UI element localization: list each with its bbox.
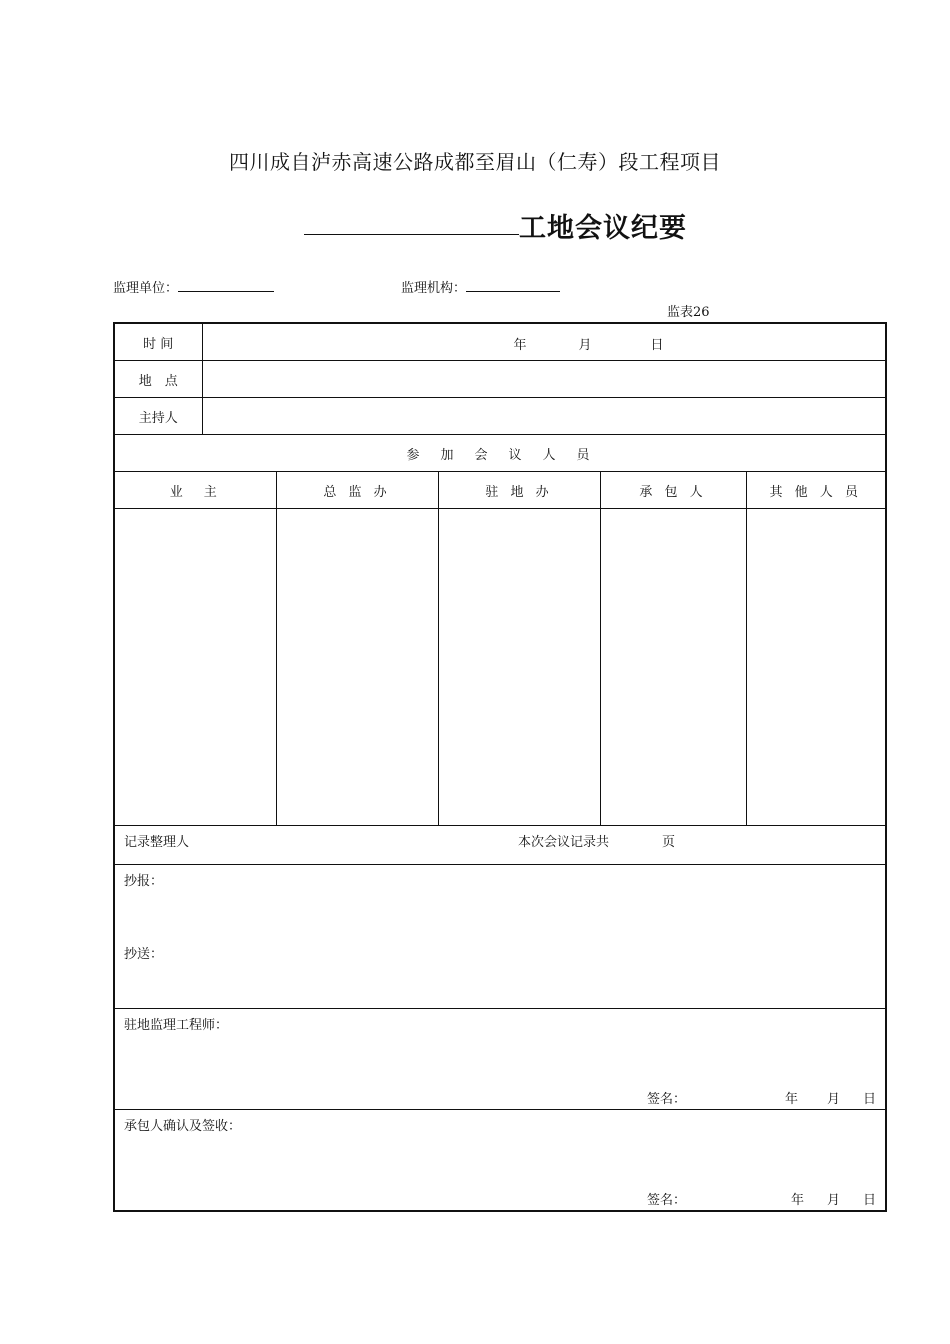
supervision-org-blank[interactable] — [466, 279, 560, 292]
pages-label: 本次会议记录共 — [518, 835, 610, 850]
recorder-label: 记录整理人 — [124, 835, 190, 850]
host-label: 主持人 — [114, 398, 202, 435]
attendees-columns-row — [114, 472, 886, 509]
place-row — [114, 361, 886, 398]
time-label: 时 间 — [114, 323, 202, 361]
attendees-owner-cell[interactable] — [114, 509, 276, 826]
resident-sign-year: 年 — [785, 1092, 799, 1107]
date-year: 年 — [513, 338, 527, 353]
distribution-cell[interactable] — [114, 865, 886, 1009]
attendees-header: 参 加 会 议 人 员 — [114, 435, 886, 472]
attendees-contractor-cell[interactable] — [600, 509, 746, 826]
recorder-row — [114, 826, 886, 865]
time-value-cell[interactable] — [202, 323, 886, 361]
attendees-body-row — [114, 509, 886, 826]
copy-to-label: 抄送： — [124, 947, 164, 962]
resident-signature-label: 签名： — [647, 1092, 687, 1107]
supervision-org-label: 监理机构： — [401, 281, 467, 296]
date-month: 月 — [578, 338, 592, 353]
contractor-sign-year: 年 — [791, 1193, 805, 1208]
project-title: 四川成自泸赤高速公路成都至眉山（仁寿）段工程项目 — [229, 150, 721, 174]
resident-engineer-label: 驻地监理工程师： — [124, 1018, 229, 1033]
time-row — [114, 323, 886, 361]
resident-engineer-cell[interactable] — [114, 1009, 886, 1110]
date-day: 日 — [650, 338, 664, 353]
report-to-label: 抄报： — [124, 874, 164, 889]
supervision-org-field — [401, 277, 560, 296]
resident-engineer-row — [114, 1009, 886, 1110]
host-value-cell[interactable] — [202, 398, 886, 435]
form-title-blank-line — [304, 234, 519, 235]
meeting-form-table — [113, 322, 887, 1212]
distribution-row — [114, 865, 886, 1009]
attendees-header-row — [114, 435, 886, 472]
column-owner: 业 主 — [114, 472, 276, 509]
column-others: 其 他 人 员 — [746, 472, 886, 509]
place-value-cell[interactable] — [202, 361, 886, 398]
resident-sign-month: 月 — [827, 1092, 841, 1107]
form-title: 工地会议纪要 — [519, 213, 687, 244]
supervision-unit-label: 监理单位： — [113, 281, 179, 296]
host-row — [114, 398, 886, 435]
supervision-unit-field — [113, 277, 274, 296]
attendees-resident-office-cell[interactable] — [438, 509, 600, 826]
pages-unit: 页 — [662, 835, 676, 850]
attendees-chief-supervision-cell[interactable] — [276, 509, 438, 826]
contractor-signature-label: 签名： — [647, 1193, 687, 1208]
contractor-confirm-cell[interactable] — [114, 1110, 886, 1212]
attendees-others-cell[interactable] — [746, 509, 886, 826]
form-code: 监表26 — [667, 305, 710, 320]
column-contractor: 承 包 人 — [600, 472, 746, 509]
resident-sign-day: 日 — [863, 1092, 877, 1107]
supervision-unit-blank[interactable] — [178, 279, 274, 292]
contractor-confirm-label: 承包人确认及签收： — [124, 1119, 242, 1134]
contractor-sign-day: 日 — [863, 1193, 877, 1208]
contractor-confirm-row — [114, 1110, 886, 1212]
contractor-sign-month: 月 — [827, 1193, 841, 1208]
recorder-cell[interactable] — [114, 826, 886, 865]
column-chief-supervision: 总 监 办 — [276, 472, 438, 509]
column-resident-office: 驻 地 办 — [438, 472, 600, 509]
place-label: 地 点 — [114, 361, 202, 398]
